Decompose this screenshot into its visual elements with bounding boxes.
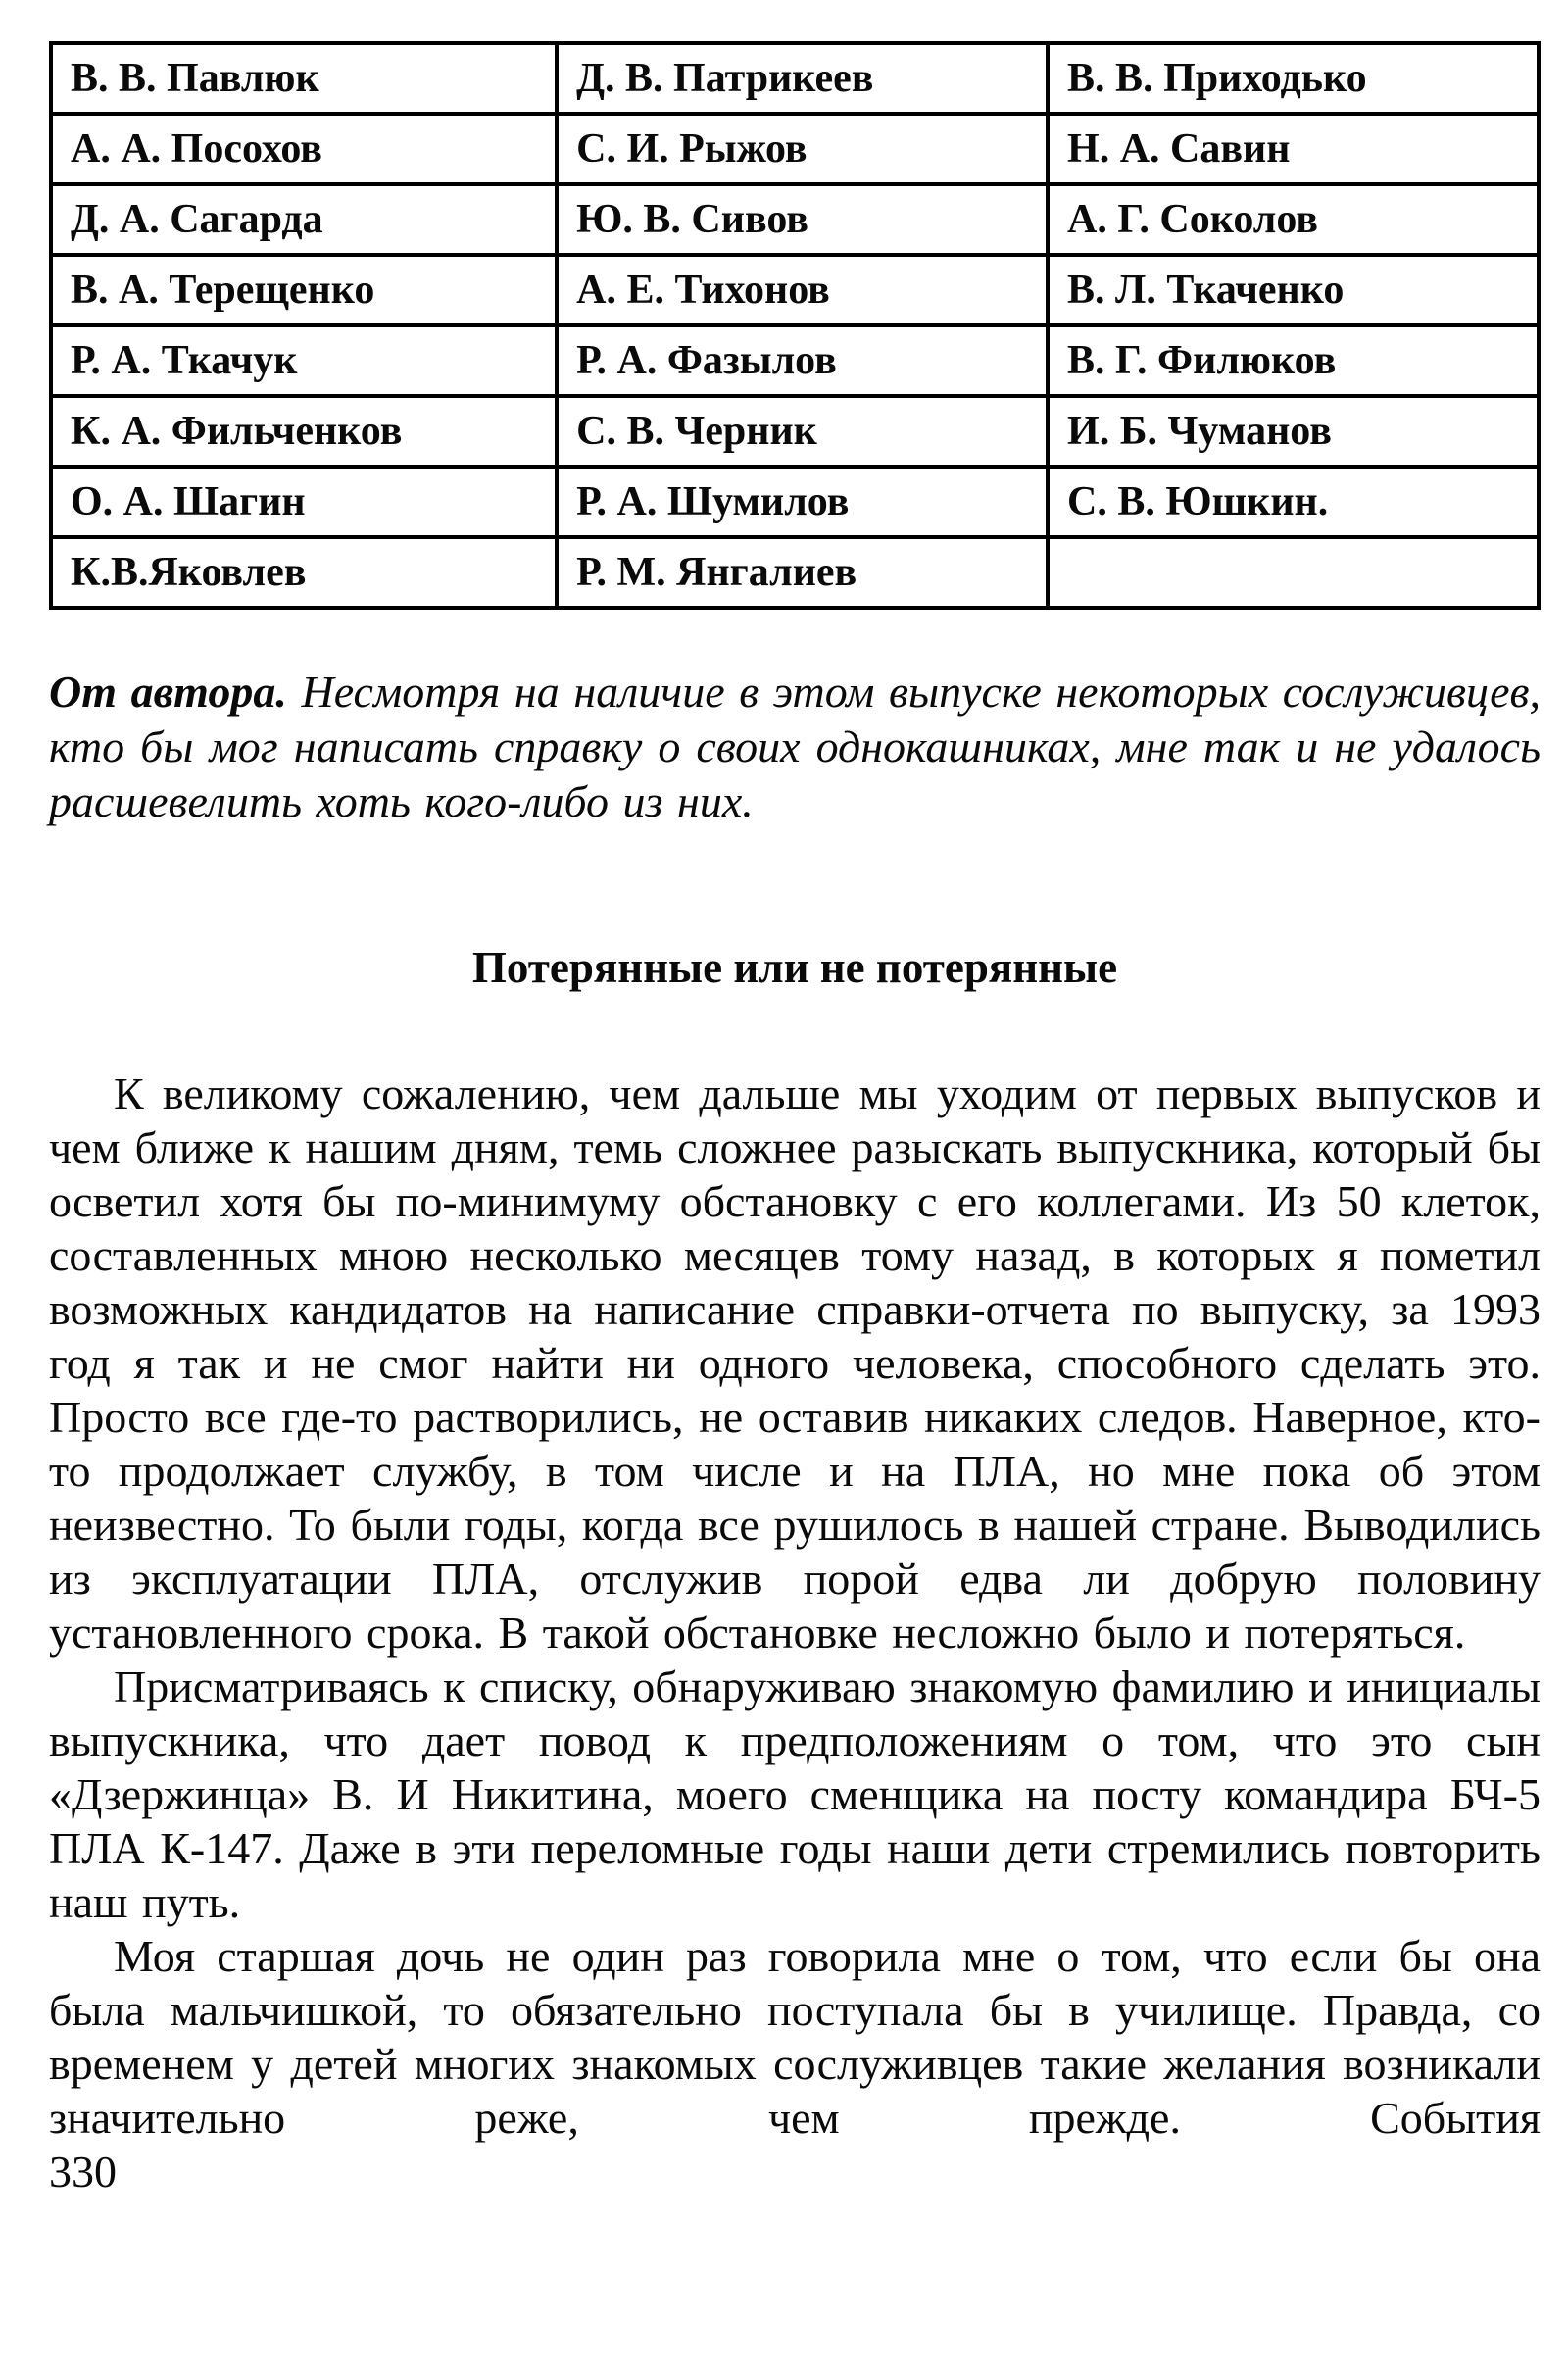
author-note-text: Несмотря на наличие в этом выпуске некоторых сослуживцев, кто бы мог написать справку о своих однокашниках, мне так и не удалось расшевелить хоть кого-либо из них. bbox=[49, 667, 1541, 826]
author-note bbox=[49, 665, 1541, 829]
table-cell: Н. А. Савин bbox=[1048, 114, 1539, 184]
table-cell: Р. А. Шумилов bbox=[557, 467, 1048, 537]
paragraph-2: Присматриваясь к списку, обнаруживаю знакомую фамилию и инициалы выпускника, что дает повод к предположениям о том, что это сын «Дзержинца» В. И Никитина, моего сменщика на посту командира БЧ-5 ПЛА К-147. Даже в эти переломные годы наши дети стремились повторить наш путь. bbox=[49, 1661, 1541, 1927]
graduates-table bbox=[49, 41, 1541, 610]
table-row bbox=[51, 467, 1539, 537]
author-note-lead: От автора. bbox=[49, 667, 287, 717]
table-cell: Р. М. Янгалиев bbox=[557, 537, 1048, 608]
table-cell: В. В. Приходько bbox=[1048, 43, 1539, 114]
page-number: 330 bbox=[49, 2147, 117, 2197]
paragraph-3: Моя старшая дочь не один раз говорила мне о том, что если бы она была мальчишкой, то обязательно поступала бы в училище. Правда, со временем у детей многих знакомых сослуживцев такие желания возникали значительно реже, чем прежде. События bbox=[49, 1931, 1541, 2143]
body-text bbox=[49, 1066, 1541, 2145]
section-heading: Потерянные или не потерянные bbox=[471, 943, 1118, 992]
table-cell: В. В. Павлюк bbox=[51, 43, 557, 114]
table-row bbox=[51, 255, 1539, 325]
table-cell: В. Г. Филюков bbox=[1048, 325, 1539, 396]
table-cell: И. Б. Чуманов bbox=[1048, 396, 1539, 467]
table-cell: Ю. В. Сивов bbox=[557, 184, 1048, 255]
table-cell: А. Е. Тихонов bbox=[557, 255, 1048, 325]
table-cell: Д. В. Патрикеев bbox=[557, 43, 1048, 114]
table-cell: В. А. Терещенко bbox=[51, 255, 557, 325]
table-row bbox=[51, 537, 1539, 608]
table-cell: А. А. Посохов bbox=[51, 114, 557, 184]
table-row bbox=[51, 325, 1539, 396]
table-cell: С. И. Рыжов bbox=[557, 114, 1048, 184]
table-cell: О. А. Шагин bbox=[51, 467, 557, 537]
table-cell: С. В. Юшкин. bbox=[1048, 467, 1539, 537]
paragraph-1: К великому сожалению, чем дальше мы уходим от первых выпусков и чем ближе к нашим дням, темь сложнее разыскать выпускника, который бы осветил хотя бы по-минимуму обстановку с его коллегами. Из 50 клеток, составленных мною несколько месяцев тому назад, в которых я пометил возможных кандидатов на написание справки-отчета по выпуску, за 1993 год я так и не смог найти ни одного человека, способного сделать это. Просто все где-то растворились, не оставив никаких следов. Наверное, кто-то продолжает службу, в том числе и на ПЛА, но мне пока об этом неизвестно. То были годы, когда все рушилось в нашей стране. Выводились из эксплуатации ПЛА, отслужив порой едва ли добрую половину установленного срока. В такой обстановке несложно было и потеряться. bbox=[49, 1068, 1541, 1658]
table-row bbox=[51, 184, 1539, 255]
table-row bbox=[51, 43, 1539, 114]
table-cell bbox=[1048, 537, 1539, 608]
table-cell: А. Г. Соколов bbox=[1048, 184, 1539, 255]
table-cell: Д. А. Сагарда bbox=[51, 184, 557, 255]
table-cell: Р. А. Ткачук bbox=[51, 325, 557, 396]
table-cell: К. А. Фильченков bbox=[51, 396, 557, 467]
table-cell: С. В. Черник bbox=[557, 396, 1048, 467]
table-row bbox=[51, 396, 1539, 467]
table-cell: Р. А. Фазылов bbox=[557, 325, 1048, 396]
table-row bbox=[51, 114, 1539, 184]
table-cell: В. Л. Ткаченко bbox=[1048, 255, 1539, 325]
table-cell: К.В.Яковлев bbox=[51, 537, 557, 608]
